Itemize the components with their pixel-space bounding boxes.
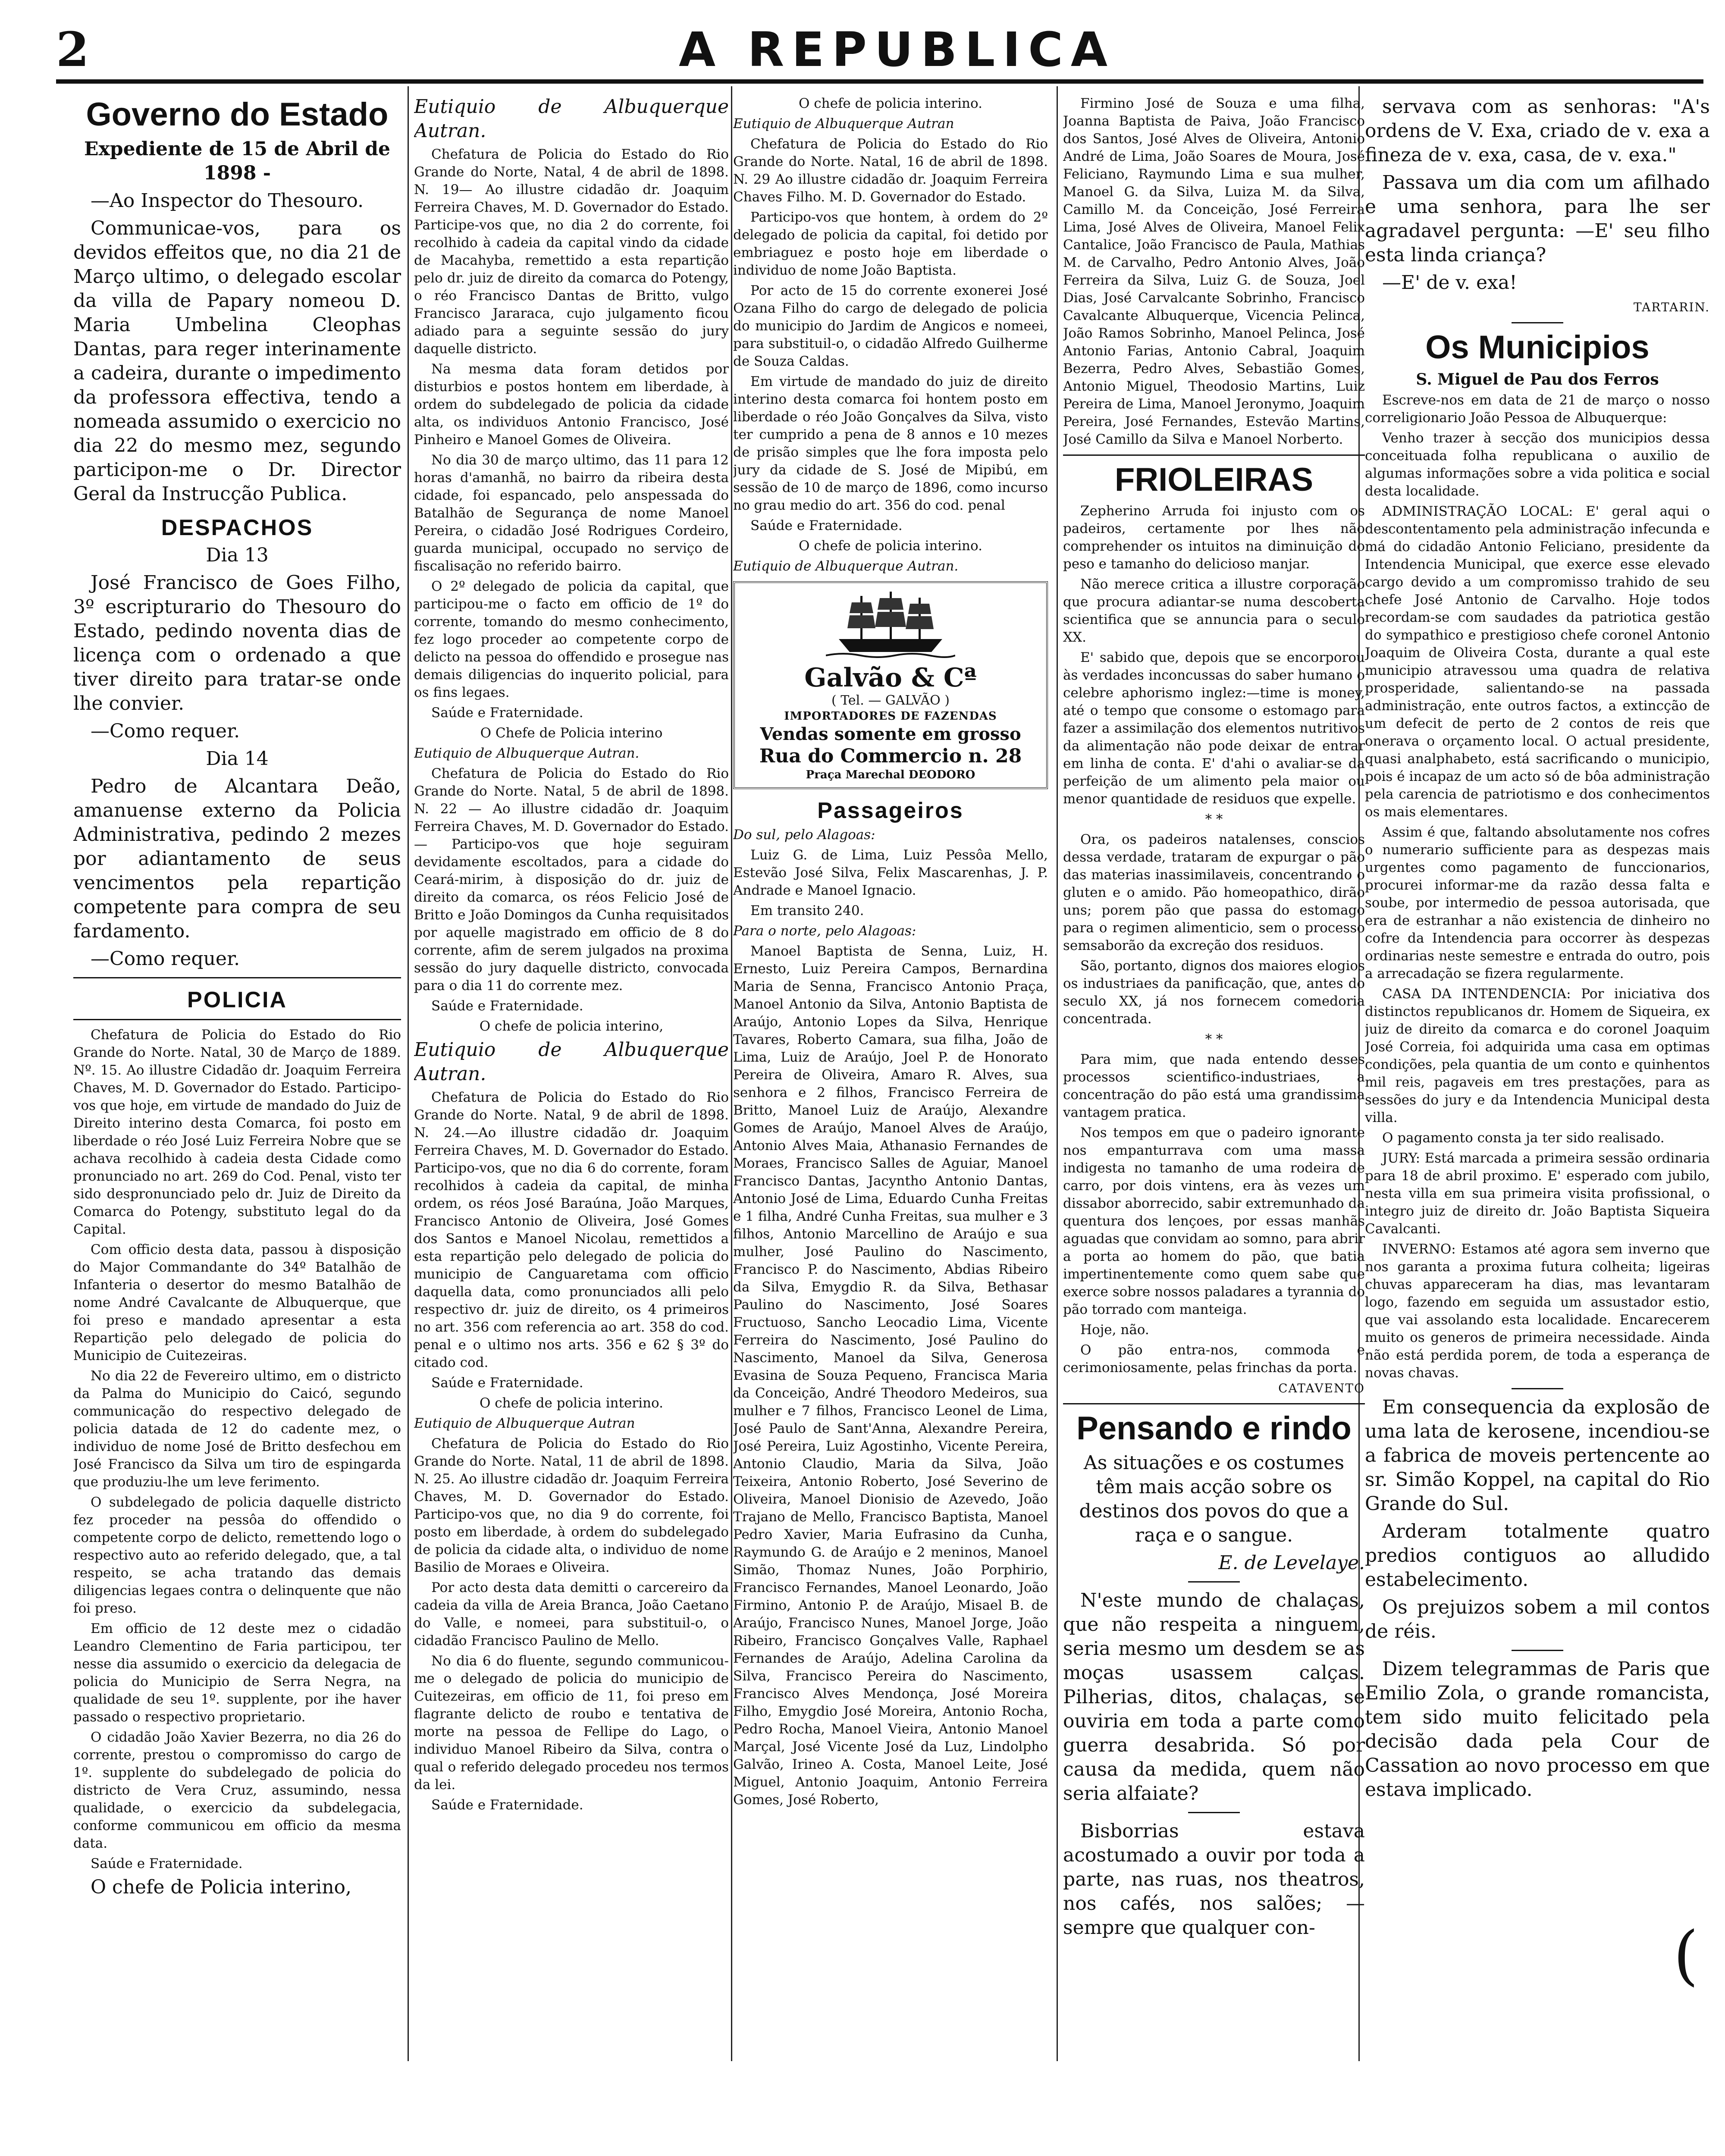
article-paragraph: Passava um dia com um afilhado e uma senhora, para lhe ser agradavel pergunta: —E' seu filho esta linda criança?	[1365, 172, 1710, 266]
article-paragraph: Chefatura de Policia do Estado do Rio Grande do Norte. Natal, 11 de abril de 1898. N. 25. Ao illustre cidadão dr. Joaquim Ferreira Chaves, M. D. Governador do Estado. Participo-vos que, no dia 9 do corrente, foi posto em liberdade, à ordem do subdelegado de policia da cidade alta, o individuo de nome Basilio de Moraes e Oliveira.	[414, 1436, 729, 1575]
closing-line: Saúde e Fraternidade.	[431, 1797, 583, 1813]
page-number: 2	[56, 22, 89, 77]
article-paragraph: Chefatura de Policia do Estado do Rio Grande do Norte, Natal, 4 de abril de 1898. N. 19— Ao illustre cidadão dr. Joaquim Ferreira Chaves, M. D. Governador do Estado. Participe-vos que, no dia 2 do corrente, foi recolhido à cadeia da capital vindo da cidade de Macahyba, remettido a esta repartição pelo dr. juiz de direito da comarca do Potengy, o réo Francisco Dantas de Britto, vulgo Francisco Jararaca, cujo julgamento ficou adiado para a seguinte sessão do jury daquelle districto.	[414, 147, 729, 357]
news-paragraph: Dizem telegrammas de Paris que Emilio Zola, o grande romancista, tem sido muito felicitado pela decisão dada pela Cour de Cassation ao novo processo em que estava implicado.	[1365, 1658, 1710, 1801]
passenger-list: Firmino José de Souza e uma filha, Joanna Baptista de Paiva, João Francisco dos Santos, José Alves de Oliveira, Antonio André de Lima, João Soares de Moura, José Feliciano, Raymundo Lima e sua mulher, Manoel G. da Silva, Luiza M. da Silva, Camillo M. da Conceição, José Ferreira Lima, José Alves de Oliveira, Manoel Felix Cantalice, João Francisco de Paula, Mathias M. de Carvalho, Pedro Antonio Alves, João Ferreira da Silva, Luiz G. de Souza, Joel Dias, José Carvalcante Sobrinho, Francisco Cavalcante Albuquerque, Vicencia Pelinca, João Ramos Sobrinho, Manoel Pelinca, José Antonio Farias, Antonio Cabral, Joaquim Bezerra, Pedro Alves, Sebastião Gomes, Antonio Miguel, Theodosio Martins, Luiz Pereira de Lima, Manoel Jeronymo, Joaquim Pereira, José Fernandes, Estevão Martins, José Camillo da Silva e Manoel Norberto.	[1063, 96, 1365, 447]
passenger-route: Do sul, pelo Alagoas:	[733, 827, 875, 843]
frioleiras-title: FRIOLEIRAS	[1114, 461, 1314, 498]
policia-title: POLICIA	[187, 987, 287, 1012]
article-paragraph: Assim é que, faltando absolutamente nos cofres o numerario sufficiente para as despezas mais urgentes como pagamento de funccionarios, procurei informar-me da razão dessa falta e soube, por intermedio de pessoa autorisada, que era de estranhar a não existencia de dinheiro no cofre da Intendencia para occorrer às despezas ordinarias neste semestre e entrada do outro, pois a arrecadação se fizera regularmente.	[1365, 824, 1710, 981]
article-paragraph: Com officio desta data, passou à disposição do Major Commandante do 34º Batalhão de Infanteria o desertor do mesmo Batalhão de nome André Cavalcante de Albuquerque, que foi preso e mandado apresentar a esta Repartição pelo delegado de policia do Municipio de Cuitezeiras.	[73, 1242, 401, 1363]
pensando-title: Pensando e rindo	[1076, 1410, 1352, 1447]
column-2	[414, 95, 729, 2044]
sailing-ship-icon	[826, 587, 955, 661]
despachos-day: Dia 14	[206, 748, 269, 770]
article-paragraph: Escreve-nos em data de 21 de março o nosso correligionario João Pessoa de Albuquerque:	[1365, 392, 1710, 426]
article-paragraph: O pão entra-nos, commoda e cerimoniosamente, pelas frinchas da porta.	[1063, 1342, 1365, 1376]
anecdote-continuation	[1365, 95, 1710, 295]
passenger-list: Luiz G. de Lima, Luiz Pessôa Mello, Estevão José Silva, Felix Mascarenhas, J. P. Andrade e Manoel Ignacio.	[733, 847, 1048, 898]
article-paragraph: Hoje, não.	[1080, 1322, 1149, 1338]
despacho-reply: —Como requer.	[91, 720, 240, 742]
signature-name: Eutiquio de Albuquerque Autran.	[414, 96, 729, 142]
column-divider	[408, 86, 409, 2061]
column-3	[733, 95, 1048, 2044]
section-break: * *	[1205, 812, 1223, 827]
article-paragraph: Venho trazer à secção dos municipios dessa conceituada folha republicana o auxilio de algumas informações sobre a vida politica e social desta localidade.	[1365, 430, 1710, 499]
article-paragraph: E' sabido que, depois que se encorporou às verdades inconcussas do saber humano o celebre aphorismo inglez:—time is money, até o tempo que consome o estomago para fazer a assimilação dos elementos nutritivos da alimentação não pode deixar de entrar em linha de conta. E' d'ahi o avaliar-se da perfeição de um alimento pela maior ou menor quantidade de residuos que expelle.	[1063, 650, 1365, 807]
column-4	[1063, 95, 1365, 2044]
despacho-text: Pedro de Alcantara Deão, amanuense externo da Policia Administrativa, pedindo 2 mezes por adiantamento de seus vencimentos pela repartição competente para compra de seu fardamento.	[73, 775, 401, 942]
news-briefs	[1365, 1395, 1710, 1802]
municipios-title: Os Municipios	[1425, 329, 1650, 366]
closing-line: Saúde e Fraternidade.	[431, 998, 583, 1014]
passenger-list: Manoel Baptista de Senna, Luiz, H. Ernesto, Luiz Pereira Campos, Bernardina Maria de Senna, Francisco Antonio Praça, Manoel Antonio da Silva, Antonio Baptista de Araújo, Antonio Lopes da Silva, Henrique Tavares, Roberto Camara, sua filha, João de Lima, Luiz de Araújo, Joel P. de Honorato Pereira de Oliveira, Amaro R. Alves, sua senhora e 2 filhos, Francisco Ferreira de Britto, Manoel Luiz de Araújo, Alexandre Gomes de Araújo, Manoel Alves de Araújo, Antonio Alves Maia, Athanasio Fernandes de Moraes, Francisco Salles de Aguiar, Manoel Francisco Dantas, Jacyntho Antonio Dantas, Antonio José de Lima, Eduardo Cunha Freitas e 1 filha, André Cunha Freitas, sua mulher e 3 filhos, Antonio Marcellino de Araújo e sua mulher, José Paulino do Nascimento, Francisco P. do Nascimento, Abdias Ribeiro da Silva, Emygdio R. da Silva, Bethasar Paulino do Nascimento, José Soares Fructuoso, Sancho Leocadio Lima, Vicente Ferreira do Nascimento, José Paulino do Nascimento, Manoel da Silva, Generosa Evasina de Souza Pequeno, Francisca Maria da Conceição, André Theodoro Medeiros, sua mulher e 7 filhos, Francisco Leonel de Lima, José Paulo de Sant'Anna, Alexandre Pereira, José Pereira, Luiz Agostinho, Vicente Pereira, Antonio Claudio, Maria da Silva, João Teixeira, Antonio Roberto, José Severino de Oliveira, Manoel Dionisio de Azevedo, João Trajano de Mello, Francisco Baptista, Manoel Pedro Xavier, Maria Eufrasino da Cunha, Raymundo G. de Araújo e 2 meninos, Manoel Simão, Thomaz Nunes, João Porphirio, Francisco Fernandes, Manoel Leonardo, João Firmino, Antonio P. de Araújo, Misael B. de Araújo, Francisco Nunes, Manoel Jorge, João Ribeiro, Francisco Gonçalves Valle, Raphael Fernandes de Araújo, Adelina Carolina da Silva, Francisco Pereira do Nascimento, Francisco Alves Mendonça, José Moreira Filho, Emygdio José Moreira, Antonio Rocha, Pedro Rocha, Manoel Vieira, Antonio Manoel Marçal, José Vicente José da Luz, Lindolpho Galvão, Irineo A. Costa, Manoel Leite, José Miguel, Antonio Joaquim, Antonio Ferreira Gomes, José Roberto,	[733, 943, 1048, 1808]
article-paragraph: Em officio de 12 deste mez o cidadão Leandro Clementino de Faria participou, ter nesse dia assumido o exercicio da delegacia de policia do Municipio de Serra Negra, na qualidade de seu 1º. supplente, por ihe haver passado o respectivo proprietario.	[73, 1621, 401, 1725]
article-paragraph: CASA DA INTENDENCIA: Por iniciativa dos distinctos republicanos dr. Homem de Siqueira, ex juiz de direito da comarca e do coronel Joaquim José Correia, foi adquirida uma casa em optimas condições, pela quantia de um conto e quinhentos mil reis, pagaveis em tres prestações, para as sessões do jury e da Intendencia Municipal desta villa.	[1365, 986, 1710, 1125]
article-paragraph: Ora, os padeiros natalenses, conscios dessa verdade, trataram de expurgar o pão das materias inassimilaveis, concentrando o gluten e o amido. Pão homeopathico, dirão uns; porem pão que passa do estomago para o regimen alimenticio, sem o processo semsaborão da excreção dos residuos.	[1063, 832, 1365, 953]
article-paragraph: São, portanto, dignos dos maiores elogios os industriaes da panificação, que, antes do seculo XX, já nos fornecem comedoria concentrada.	[1063, 958, 1365, 1027]
expediente-block	[73, 137, 401, 971]
article-paragraph: N'este mundo de chalaças, que não respeita a ninguem, seria mesmo um desdem se as moças usassem calças. Pilherias, ditos, chalaças, se ouviria em toda a parte como guerra desabrida. Só por causa da medida, quem não seria alfaiate?	[1063, 1589, 1365, 1805]
despacho-reply: —Como requer.	[91, 948, 240, 970]
passenger-transit: Em transito 240.	[750, 903, 864, 918]
article-paragraph: Zepherino Arruda foi injusto com os padeiros, certamente por lhes não comprehender os intuitos na diminuição do peso e tamanho do delicioso manjar.	[1063, 503, 1365, 572]
article-paragraph: JURY: Está marcada a primeira sessão ordinaria para 18 de abril proximo. E' esperado com jubilo, nesta villa em sua primeira visita profissional, o integro juiz de direito dr. João Baptista Siqueira Cavalcanti.	[1365, 1150, 1710, 1237]
ad-address: Rua do Commercio n. 28	[759, 745, 1022, 767]
divider	[1188, 1812, 1240, 1813]
masthead	[56, 22, 1703, 78]
section-title-governo: Governo do Estado	[86, 96, 389, 133]
municipio-place: S. Miguel de Pau dos Ferros	[1416, 370, 1659, 389]
article-paragraph: Na mesma data foram detidos por disturbios e postos hontem em liberdade, à ordem do subdelegado de policia da cidade alta, os individuos Antonio Francisco, José Pinheiro e Manoel Gomes de Oliveira.	[414, 361, 729, 448]
article-paragraph: No dia 30 de março ultimo, das 11 para 12 horas d'amanhã, no bairro da ribeira desta cidade, foi espancado, pelo anspessada do Batalhão de Segurança de nome Manoel Pereira, o cidadão José Rodrigues Cordeiro, guarda municipal, occupado no serviço de fiscalisação no referido bairro.	[414, 452, 729, 574]
article-paragraph: No dia 22 de Fevereiro ultimo, em o districto da Palma do Municipio do Caicó, segundo communicação do respectivo delegado de policia datada de 12 do cadente mez, o individuo de nome José de Britto desfechou em José Francisco da Silva um tiro de espingarda que produziu-lhe um leve ferimento.	[73, 1368, 401, 1490]
despachos-title: DESPACHOS	[161, 515, 314, 540]
column-5	[1365, 95, 1710, 2044]
ad-sales-note: Vendas somente em grosso	[760, 724, 1021, 744]
expediente-body: Communicae-vos, para os devidos effeitos que, no dia 21 de Março ultimo, o delegado escolar da villa de Papary nomeou D. Maria Umbelina Cleophas Dantas, para reger interinamente a cadeira, durante o impedimento da professora effectiva, tendo a nomeada assumido o exercicio no dia 22 do mesmo mez, segundo participon-me o Dr. Director Geral da Instrucção Publica.	[73, 217, 401, 505]
advertisement-galvao	[733, 581, 1048, 789]
article-paragraph: Por acto de 15 do corrente exonerei José Ozana Filho do cargo de delegado de policia do municipio do Jardim de Angicos e nomeei, para substituil-o, o cidadão Alfredo Guilherme de Souza Caldas.	[733, 283, 1048, 369]
ad-telegraph: ( Tel. — GALVÃO )	[831, 693, 950, 708]
column-1	[73, 95, 401, 2044]
signature-name: Eutiquio de Albuquerque Autran	[733, 116, 954, 132]
expediente-title: Expediente de 15 de Abril de 1898 -	[84, 138, 390, 184]
article-paragraph: ADMINISTRAÇÃO LOCAL: E' geral aqui o descontentamento pela administração infecunda e má do cidadão Antonio Feliciano, presidente da Intendencia Municipal, que exerce esse elevado cargo devido a um compromisso trahido de seu chefe José Antonio de Carvalho. Hoje todos recordam-se com saudades da patriotica gestão do sympathico e prestigioso chefe coronel Antonio Joaquim de Oliveira Costa, durante a qual este municipio atravessou uma quadra de relativa prosperidade, salientando-se na passada administração, ente outros factos, a extincção de um defecit de perto de 2 contos de reis que onerava o orçamento local. O actual presidente, quasi analphabeto, está sacrificando o municipio, pois é incapaz de um acto só de bôa administração pela carencia de patriotismo e dos conhecimentos os mais elementares.	[1365, 504, 1710, 820]
article-paragraph: Chefatura de Policia do Estado do Rio Grande do Norte. Natal, 16 de abril de 1898. N. 29 Ao illustre cidadão dr. Joaquim Ferreira Chaves Filho. M. D. Governador do Estado.	[733, 136, 1048, 205]
news-paragraph: Em consequencia da explosão de uma lata de kerosene, incendiou-se a fabrica de moveis pertencente ao sr. Simão Koppel, na capital do Rio Grande do Sul.	[1365, 1396, 1710, 1515]
news-paragraph: Os prejuizos sobem a mil contos de réis.	[1365, 1596, 1710, 1642]
divider	[73, 977, 401, 978]
article-paragraph: servava com as senhoras: "A's ordens de V. Exa, criado de v. exa a fineza de v. exa, casa, de v. exa."	[1365, 96, 1710, 166]
divider	[1063, 1403, 1365, 1404]
passenger-route: Para o norte, pelo Alagoas:	[733, 923, 916, 939]
article-paragraph: O cidadão João Xavier Bezerra, no dia 26 do corrente, prestou o compromisso do cargo de 1º. supplente do subdelegado de policia do districto de Vera Cruz, assumindo, nessa qualidade, o exercicio da subdelegacia, conforme communicou em officio da mesma data.	[73, 1730, 401, 1851]
divider	[1512, 1650, 1563, 1651]
signature-line: O chefe de policia interino.	[799, 96, 982, 111]
expediente-recipient: —Ao Inspector do Thesouro.	[91, 190, 364, 212]
article-paragraph: Para mim, que nada entendo desses processos scientifico-industriaes, a concentração do pão está uma grandissima vantagem pratica.	[1063, 1052, 1365, 1120]
pensando-body	[1063, 1451, 1365, 1940]
signature-line: O Chefe de Policia interino	[480, 725, 663, 741]
article-paragraph: O pagamento consta ja ter sido realisado.	[1382, 1130, 1665, 1146]
news-paragraph: Arderam totalmente quatro predios contiguos ao alludido estabelecimento.	[1365, 1520, 1710, 1591]
article-paragraph: Chefatura de Policia do Estado do Rio Grande do Norte. Natal, 9 de abril de 1898. N. 24.—Ao illustre cidadão dr. Joaquim Ferreira Chaves, M. D. Governador do Estado. Participo-vos, que no dia 6 do corrente, foram recolhidos à cadeia da capital, de minha ordem, os réos José Baraúna, João Marques, Francisco Antonio de Oliveira, José Gomes dos Santos e Manoel Nicolau, remettidos a esta repartição pelo delegado de policia do municipio de Canguaretama com officio daquella data, como pronunciados alli pelo respectivo dr. juiz de direito, os 4 primeiros no art. 356 com referencia ao art. 358 do cod. penal e o ultimo nos arts. 356 e 62 § 3º do citado cod.	[414, 1090, 729, 1370]
divider	[1512, 1388, 1563, 1389]
article-paragraph: Participo-vos que hontem, à ordem do 2º delegado de policia da capital, foi detido por embriaguez e posto hoje em liberdade o individuo de nome João Baptista.	[733, 210, 1048, 278]
divider	[1188, 1581, 1240, 1583]
signature-name: Eutiquio de Albuquerque Autran.	[414, 1039, 729, 1085]
section-break: * *	[1205, 1031, 1223, 1047]
signature-name: Eutiquio de Albuquerque Autran.	[414, 746, 640, 761]
margin-bracket-mark: (	[1673, 1918, 1699, 1993]
signature-name: Eutiquio de Albuquerque Autran	[414, 1416, 635, 1431]
signature-line: O chefe de policia interino.	[799, 538, 982, 554]
signature-line: O chefe de Policia interino,	[91, 1876, 352, 1898]
newspaper-title: A REPUBLICA	[679, 22, 1115, 77]
article-signature: CATAVENTO	[1278, 1381, 1365, 1395]
article-paragraph: No dia 6 do fluente, segundo communicou-me o delegado de policia do municipio de Cuitezeiras, em officio de 11, foi preso em flagrante delicto de roubo e tentativa de morte na pessoa de Fellipe do Lago, o individuo Manoel Ribeiro da Silva, contra o qual o referido delegado procedeu nos termos da lei.	[414, 1653, 729, 1792]
signature-line: O chefe de policia interino,	[479, 1018, 664, 1034]
divider	[1512, 322, 1563, 323]
divider	[73, 1019, 401, 1020]
closing-line: Saúde e Fraternidade.	[431, 1375, 583, 1391]
despacho-text: José Francisco de Goes Filho, 3º escripturario do Thesouro do Estado, pedindo noventa dias de licença com o ordenado a que tiver direito para tratar-se onde lhe convier.	[73, 572, 401, 714]
divider	[1063, 454, 1365, 456]
article-paragraph: Chefatura de Policia do Estado do Rio Grande do Norte. Natal, 30 de Março de 1889. Nº. 15. Ao illustre Cidadão dr. Joaquim Ferreira Chaves, M. D. Governador do Estado. Participo-vos que hoje, em virtude de mandado do Juiz de Direito interino desta Comarca, foi posto em liberdade o réo José Luiz Ferreira Nobre que se achava recolhido à cadeia desta Cidade como pronunciado no art. 269 do Cod. Penal, visto ter sido despronunciado pelo dr. Juiz de Direito da Comarca do Potengy, substituto legal do da Capital.	[73, 1027, 401, 1237]
closing-line: Saúde e Fraternidade.	[750, 518, 903, 533]
epigraph: As situações e os costumes têm mais acção sobre os destinos dos povos do que a raça e o sangue.	[1079, 1452, 1349, 1546]
closing-line: Saúde e Fraternidade.	[431, 705, 583, 721]
article-paragraph: Bisborrias estava acostumado a ouvir por toda a parte, nas ruas, nos theatros, nos cafés, nos salões; —sempre que qualquer con-	[1063, 1820, 1365, 1939]
article-paragraph: INVERNO: Estamos até agora sem inverno que nos garanta a proxima futura colheita; ligeiras chuvas appareceram ha dias, mas levantaram logo, fazendo em seguida um assustador estio, que vai assolando esta localidade. Encarecerem muito os generos de primeira necessidade. Ainda não está perdida porem, de toda a esperança de novas chavas.	[1365, 1241, 1710, 1381]
signature-line: O chefe de policia interino.	[480, 1395, 663, 1411]
column-divider	[731, 86, 732, 2061]
article-paragraph: Nos tempos em que o padeiro ignorante nos empanturrava com uma massa indigesta no tamanho de uma rodeira de carro, por dois vintens, era às vezes um dissabor aborrecido, sabir extremunhado da quentura dos lençoes, por essas manhãs aguadas que convidam ao somno, para abrir a porta ao homem do pão, que batia impertinentemente como quem sabe que exerce sobre nossos paladares a tyrannia do pão torrado com manteiga.	[1063, 1125, 1365, 1317]
masthead-rule	[56, 79, 1703, 84]
passageiros-title: Passageiros	[817, 798, 964, 823]
article-paragraph: Chefatura de Policia do Estado do Rio Grande do Norte. Natal, 5 de abril de 1898. N. 22 — Ao illustre cidadão dr. Joaquim Ferreira Chaves, M. D. Governador do Estado. — Participo-vos que hoje seguiram devidamente escoltados, para a cidade do Ceará-mirim, à disposição do dr. juiz de direito da comarca, os réos Felicio José de Britto e João Domingos da Cunha requisitados por aquelle magistrado em officio de 8 do corrente, afim de serem julgados na proxima sessão do jury daquelle districto, convocada para o dia 11 do corrente mez.	[414, 766, 729, 993]
article-paragraph: Por acto desta data demitti o carcereiro da cadeia da villa de Areia Branca, João Caetano do Valle, e nomeei, para substituil-o, o cidadão Francisco Paulino de Mello.	[414, 1580, 729, 1648]
article-signature: TARTARIN.	[1633, 300, 1710, 314]
epigraph-author: E. de Levelaye.	[1218, 1552, 1365, 1574]
article-paragraph: Não merece critica a illustre corporação que procura adiantar-se numa descoberta scientifica que se annuncia para o seculo XX.	[1063, 577, 1365, 645]
closing-line: Saúde e Fraternidade.	[91, 1856, 243, 1871]
despachos-day: Dia 13	[206, 544, 269, 566]
ad-firm-name: Galvão & Cª	[804, 663, 977, 693]
article-paragraph: O 2º delegado de policia da capital, que participou-me o facto em officio de 1º do corrente, tomando do mesmo conhecimento, fez logo proceder ao competente corpo de delicto na pessoa do offendido e prosegue nas demais diligencias do inquerito policial, para os fins legaes.	[414, 579, 729, 700]
article-paragraph: Em virtude de mandado do juiz de direito interino desta comarca foi hontem posto em liberdade o réo João Gonçalves da Silva, visto ter cumprido a pena de 8 annos e 10 mezes de prisão simples que lhe fora imposta pelo jury da cidade de S. José de Mipibú, em sessão de 10 de março de 1896, como incurso no grau medio do art. 356 do cod. penal	[733, 374, 1048, 513]
column-divider	[1057, 86, 1058, 2061]
article-paragraph: —E' de v. exa!	[1382, 272, 1517, 294]
article-paragraph: O subdelegado de policia daquelle districto fez proceder na pessôa do offendido o competente corpo de delicto, remettendo logo o respectivo auto ao referido delegado, que, a tal respeito, se acha tratando das demais diligencias legaes contra o delinquente que não foi preso.	[73, 1495, 401, 1616]
ad-description: IMPORTADORES DE FAZENDAS	[784, 710, 997, 723]
ad-square: Praça Marechal DEODORO	[806, 768, 975, 781]
signature-name: Eutiquio de Albuquerque Autran.	[733, 558, 959, 574]
